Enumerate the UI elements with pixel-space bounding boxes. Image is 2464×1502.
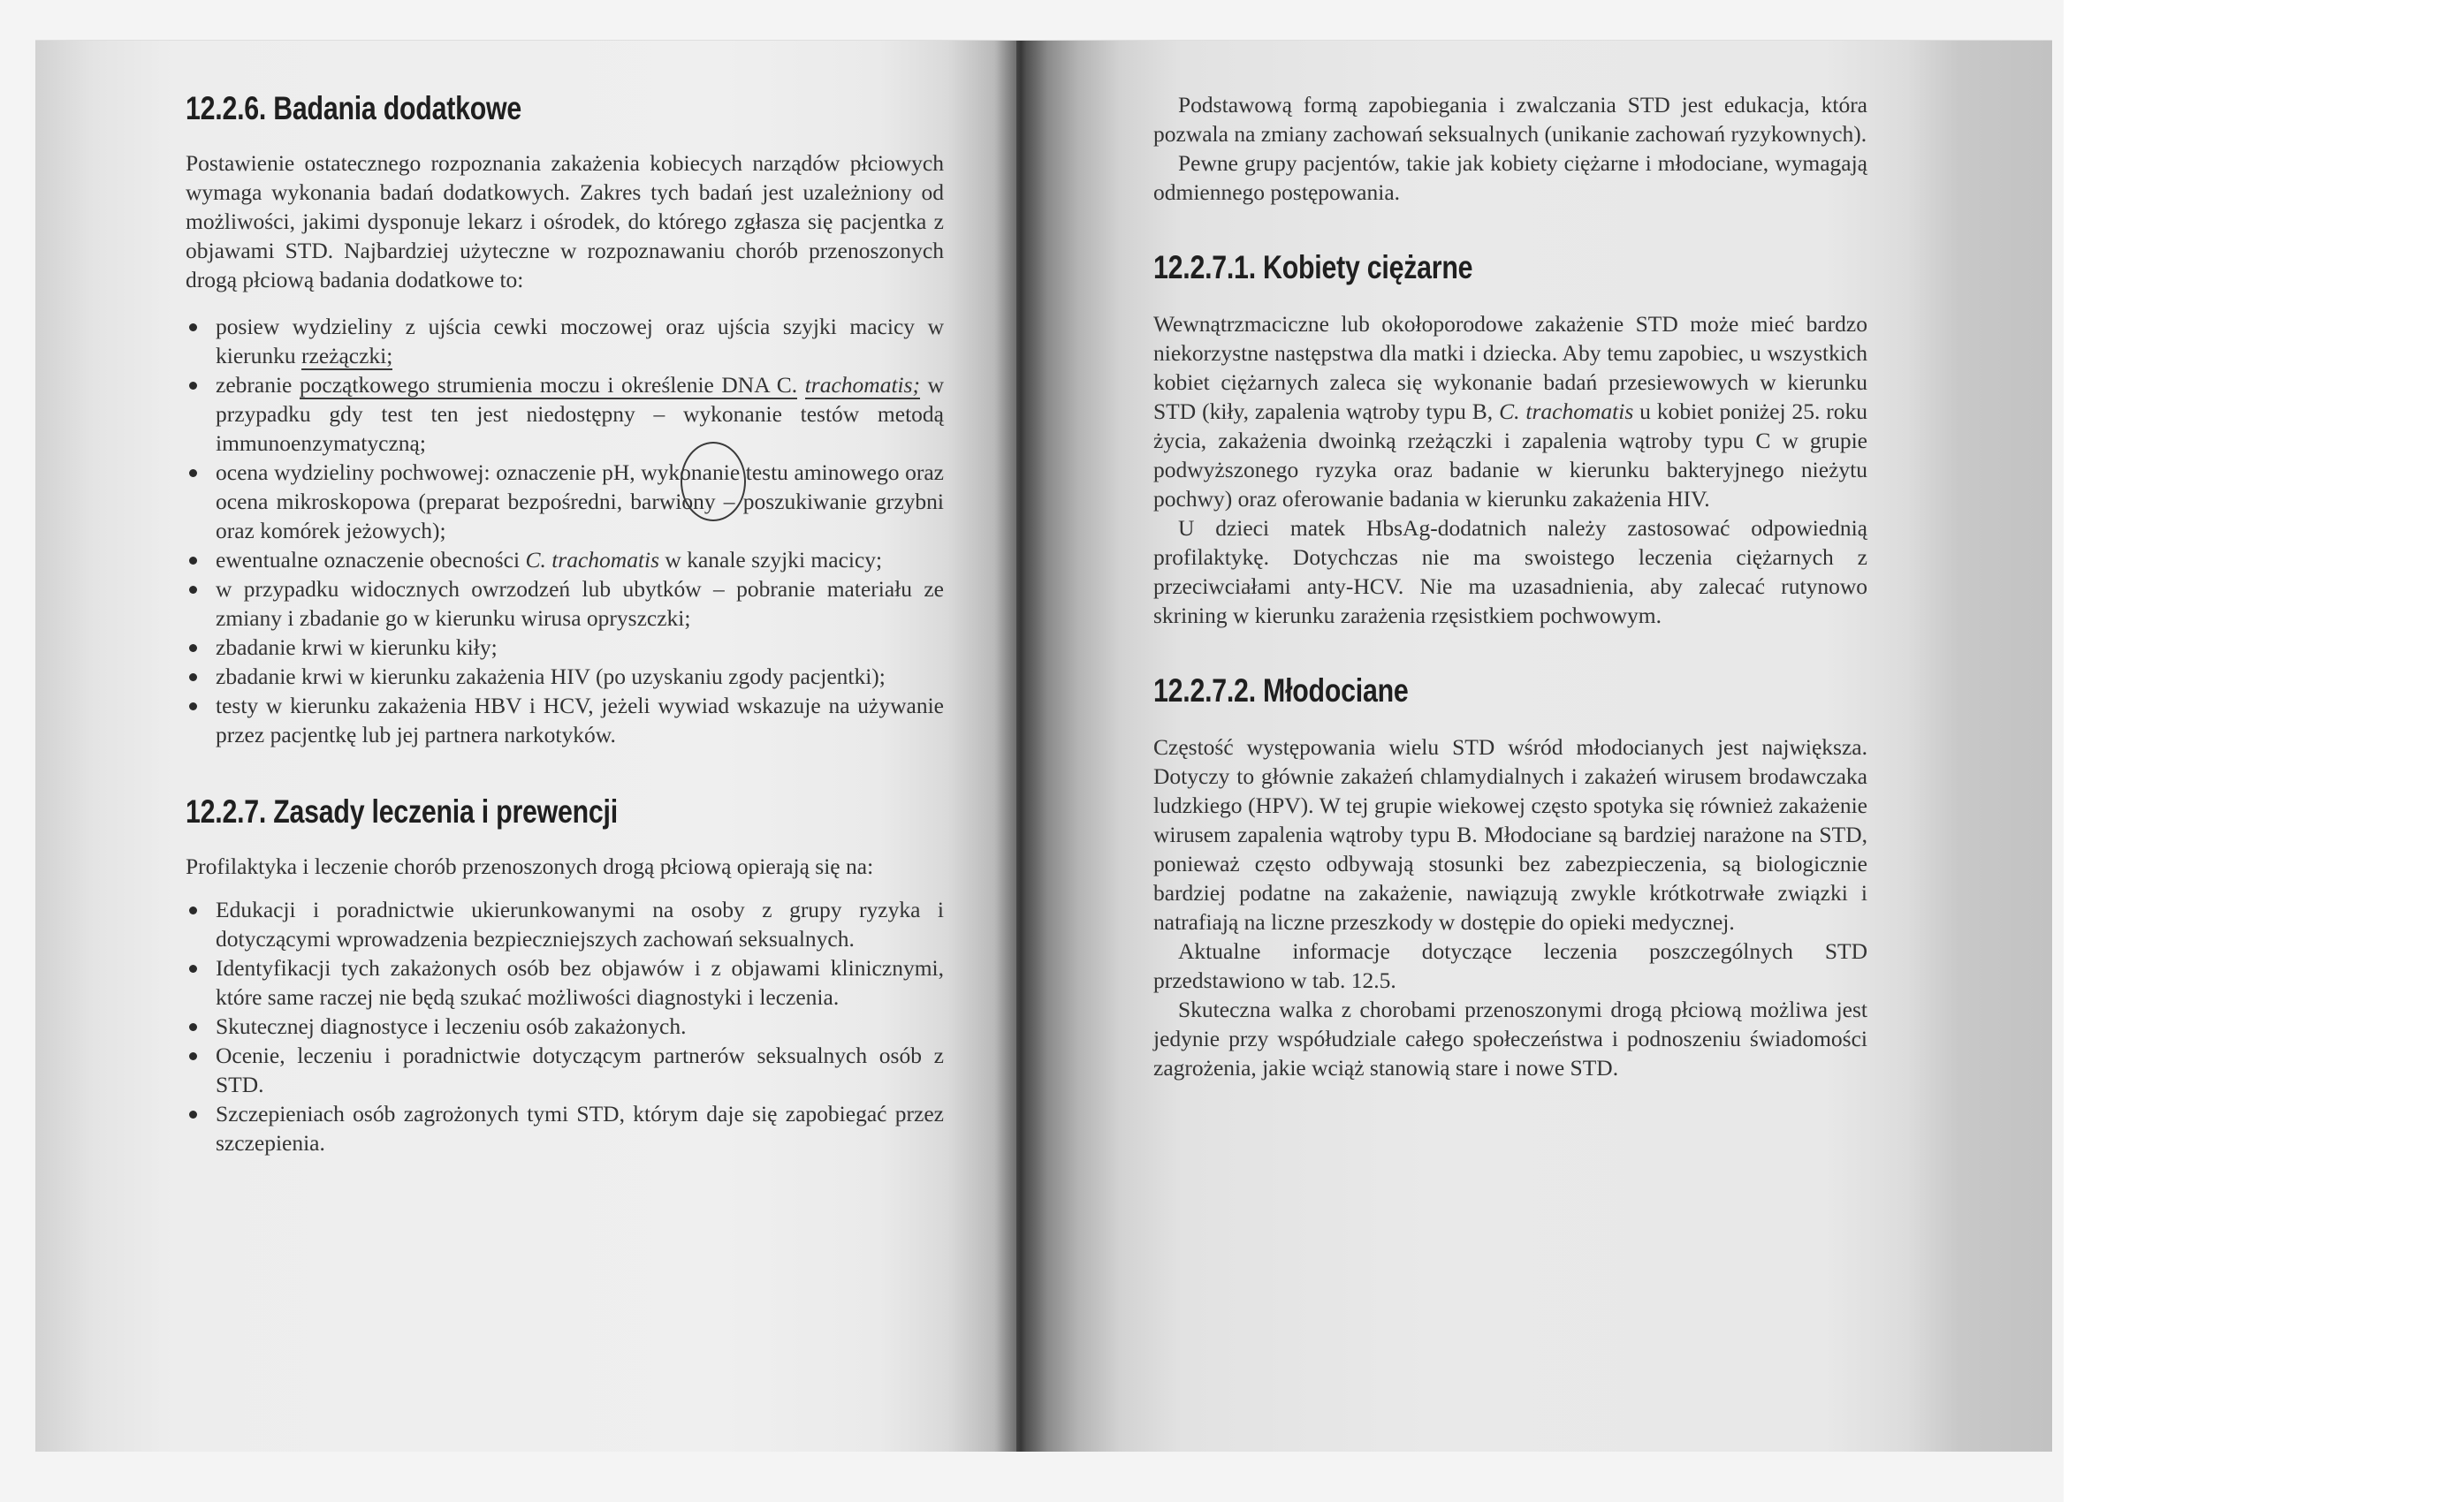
- pen-circle-mark: [681, 442, 746, 521]
- left-page-content: [186, 83, 944, 1157]
- italic-term: C. trachomatis: [1499, 398, 1634, 424]
- heading-badania-dodatkowe: 12.2.6. Badania dodatkowe: [186, 90, 521, 126]
- list-item-text: zebranie: [216, 372, 300, 398]
- special-groups-paragraph: Pewne grupy pacjentów, takie jak kobiety ciężarne i młodociane, wymagają odmiennego postępowania.: [1153, 150, 1867, 205]
- hbsag-paragraph: U dzieci matek HbsAg-dodatnich należy zastosować odpowiednią profilaktykę. Dotychczas nie ma swoistego leczenia ciężarnych z przeciwciałami anty-HCV. Nie ma uzasadnienia, aby zalecać rutynowo skrining w kierunku zarażenia rzęsistkiem pochwowym.: [1153, 515, 1867, 628]
- underlined-phrase: początkowego strumienia moczu i określenie DNA C.: [299, 372, 798, 398]
- list-item: Skutecznej diagnostyce i leczeniu osób zakażonych.: [186, 1012, 944, 1041]
- list-item-text: w kanale szyjki macicy;: [659, 547, 883, 573]
- adolescents-paragraph: Częstość występowania wielu STD wśród młodocianych jest największa. Dotyczy to głównie zakażeń chlamydialnych i zakażeń wirusem brodawczaka ludzkiego (HPV). W tej grupie wiekowej często spotyka się również zakażenie wirusem zapalenia wątroby typu B. Młodociane są bardziej narażone na STD, ponieważ często odbywają stosunki bez zabezpieczenia, są biologicznie bardziej podatne na zakażenie, nawiązują zwykle krótkotrwałe związki i natrafiają na liczne przeszkody w dostępie do opieki medycznej.: [1153, 734, 1867, 935]
- list-item: zbadanie krwi w kierunku kiły;: [186, 633, 944, 662]
- education-paragraph: Podstawową formą zapobiegania i zwalczania STD jest edukacja, która pozwala na zmiany zachowań seksualnych (unikanie zachowań ryzykownych).: [1153, 92, 1867, 147]
- list-item-text: ewentualne oznaczenie obecności: [216, 547, 526, 573]
- heading-kobiety-ciezarne: 12.2.7.1. Kobiety ciężarne: [1153, 249, 1473, 285]
- paragraph-text: Wewnątrzmaciczne lub okołoporodowe zakażenie STD może mieć bardzo niekorzystne następstwa dla matki i dziecka. Aby temu zapobiec, u wszystkich kobiet ciężarnych zaleca się wykonanie badań przesiewowych w kierunku STD (kiły, zapalenia wątroby typu B,: [1153, 311, 1867, 424]
- italic-term: C. trachomatis: [525, 547, 660, 573]
- list-item-text: ocena wydzieliny pochwowej: oznaczenie pH, wykonanie testu aminowego oraz ocena mikroskopowa (preparat bezpośredni, barwiony – poszukiwanie grzybni oraz komórek jeżowych);: [216, 459, 944, 543]
- list-item-text: w przypadku gdy test ten jest niedostępny – wykonanie testów metodą immunoenzymatyczną;: [216, 372, 945, 456]
- heading-mlodociane: 12.2.7.2. Młodociane: [1153, 672, 1409, 709]
- list-item: Szczepieniach osób zagrożonych tymi STD, którym daje się zapobiegać przez szczepienia.: [186, 1099, 944, 1157]
- list-item: Identyfikacji tych zakażonych osób bez objawów i z objawami klinicznymi, które same raczej nie będą szukać możliwości diagnostyki i leczenia.: [186, 953, 944, 1012]
- closing-paragraph: Skuteczna walka z chorobami przenoszonymi drogą płciową możliwa jest jedynie przy współudziale całego społeczeństwa i podnoszeniu świadomości zagrożenia, jakie wciąż stanowią stare i nowe STD.: [1153, 997, 1867, 1081]
- list-item: [186, 370, 944, 458]
- treatment-intro: Profilaktyka i leczenie chorób przenoszonych drogą płciową opierają się na:: [186, 853, 874, 879]
- list-item: w przypadku widocznych owrzodzeń lub ubytków – pobranie materiału ze zmiany i zbadanie go w kierunku wirusa opryszczki;: [186, 574, 944, 633]
- book-gutter-shadow: [994, 41, 1047, 1452]
- examinations-list: [186, 312, 944, 749]
- pregnant-paragraph: [1153, 309, 1867, 513]
- right-page: [1016, 41, 2052, 1452]
- spacer-text: [797, 372, 805, 398]
- book-spread: [35, 40, 2052, 1452]
- table-reference-paragraph: Aktualne informacje dotyczące leczenia poszczególnych STD przedstawiono w tab. 12.5.: [1153, 938, 1867, 993]
- list-item-text: posiew wydzieliny z ujścia cewki moczowej oraz ujścia szyjki macicy w kierunku: [216, 314, 944, 368]
- left-page: [35, 41, 1016, 1452]
- heading-zasady-leczenia: 12.2.7. Zasady leczenia i prewencji: [186, 793, 618, 830]
- list-item: [186, 458, 944, 545]
- prevention-list: [186, 895, 944, 1157]
- list-item: Ocenie, leczeniu i poradnictwie dotyczącym partnerów seksualnych osób z STD.: [186, 1041, 944, 1099]
- underlined-phrase: rzeżączki;: [301, 343, 393, 368]
- list-item: Edukacji i poradnictwie ukierunkowanymi na osoby z grupy ryzyka i dotyczącymi wprowadzenia bezpieczniejszych zachowań seksualnych.: [186, 895, 944, 953]
- intro-paragraph: Postawienie ostatecznego rozpoznania zakażenia kobiecych narządów płciowych wymaga wykonania badań dodatkowych. Zakres tych badań jest uzależniony od możliwości, jakimi dysponuje lekarz i ośrodek, do którego zgłasza się pacjentka z objawami STD. Najbardziej użyteczne w rozpoznawaniu chorób przenoszonych drogą płciową badania dodatkowe to:: [186, 150, 944, 292]
- list-item: [186, 312, 944, 370]
- list-item: zbadanie krwi w kierunku zakażenia HIV (po uzyskaniu zgody pacjentki);: [186, 662, 944, 691]
- right-page-content: [1153, 83, 1867, 1082]
- paragraph-text: u kobiet poniżej 25. roku życia, zakażenia dwoinką rzeżączki i zapalenia wątroby typu C w grupie podwyższonego ryzyka oraz badanie w kierunku bakteryjnego nieżytu pochwy) oraz oferowanie badania w kierunku zakażenia HIV.: [1153, 398, 1867, 512]
- list-item: testy w kierunku zakażenia HBV i HCV, jeżeli wywiad wskazuje na używanie przez pacjentkę lub jej partnera narkotyków.: [186, 691, 944, 749]
- italic-term: trachomatis;: [804, 372, 921, 398]
- list-item: [186, 545, 944, 574]
